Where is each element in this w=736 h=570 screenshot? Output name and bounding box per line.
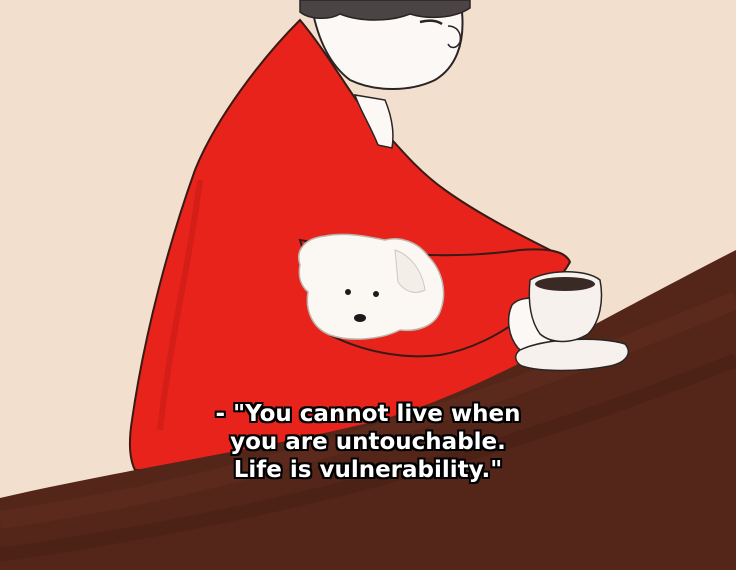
hair (300, 0, 470, 20)
dog-eye-left (345, 289, 351, 295)
coffee (535, 277, 595, 291)
subtitle-caption (0, 400, 736, 484)
dog-nose (354, 314, 366, 322)
subtitle-line-3: Life is vulnerability." (233, 457, 503, 483)
subtitle-line-2: you are untouchable. (230, 429, 506, 455)
dog-eye-right (373, 291, 379, 297)
subtitle-line-1: - "You cannot live when (215, 401, 521, 427)
